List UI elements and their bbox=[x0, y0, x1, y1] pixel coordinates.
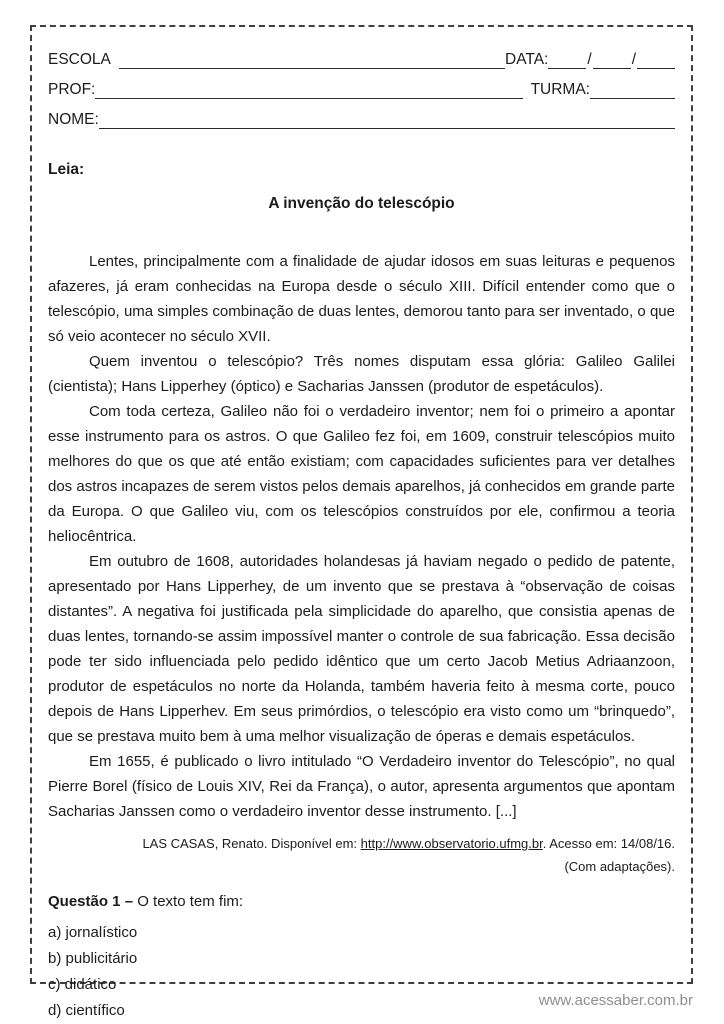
name-blank bbox=[99, 113, 675, 129]
date-day-blank bbox=[548, 53, 586, 69]
option-b: b) publicitário bbox=[48, 950, 138, 967]
site-url: www.acessaber.com.br bbox=[538, 992, 693, 1009]
paragraph-1: Lentes, principalmente com a finalidade de ajudar idosos em suas leituras e pequenos afazeres, já eram conhecidas na Europa desde o século XIII. Difícil entender como que o telescópio, uma simples combinação de duas lentes, demorou tanto para ser inventado, o que só veio acontecer no século XVII. bbox=[48, 253, 675, 345]
reading-text bbox=[48, 249, 675, 824]
text-title: A invenção do telescópio bbox=[268, 195, 455, 212]
prof-class-row bbox=[48, 77, 675, 99]
date-label: DATA: bbox=[505, 51, 549, 68]
class-label: TURMA: bbox=[530, 81, 590, 98]
date-separator-1: / bbox=[587, 51, 592, 68]
date-year-blank bbox=[637, 53, 675, 69]
prof-label: PROF: bbox=[48, 81, 96, 98]
paragraph-3: Com toda certeza, Galileo não foi o verdadeiro inventor; nem foi o primeiro a apontar esse instrumento para os astros. O que Galileo fez foi, em 1609, construir telescópios muito melhores do que os que até então existiam; com capacidades suficientes para ver detalhes dos astros incapazes de serem vistos pelos demais aparelhos, já conhecidos em grande parte da Europa. O que Galileo viu, com os telescópios construídos por ele, confirmou a teoria heliocêntrica. bbox=[48, 403, 676, 545]
citation-prefix: LAS CASAS, Renato. Disponível em: bbox=[142, 836, 361, 851]
option-d: d) científico bbox=[48, 1002, 125, 1019]
paragraph-4: Em outubro de 1608, autoridades holandesas já haviam negado o pedido de patente, apresentado por Hans Lipperhey, de um invento que se prestava à “observação de coisas distantes”. A negativa foi justificada pela simplicidade do aparelho, que consistia apenas de duas lentes, tornando-se assim impossível manter o controle de sua fabricação. Essa decisão pode ter sido influenciada pelo pedido idêntico que um certo Jacob Metius Adriaanzoon, produtor de espetáculos no norte da Holanda, também haveria feito à mesma corte, pouco depois de Hans Lipperhev. Em seus primórdios, o telescópio era visto como um “brinquedo”, que se prestava muito bem à uma melhor visualização de óperas e demais espetáculos. bbox=[48, 553, 675, 745]
date-separator-2: / bbox=[631, 51, 636, 68]
question-1-label: Questão 1 – bbox=[48, 893, 134, 910]
read-instruction: Leia: bbox=[48, 161, 85, 178]
paragraph-2: Quem inventou o telescópio? Três nomes disputam essa glória: Galileo Galilei (cientista); Hans Lipperhey (óptico) e Sacharias Janssen (produtor de espetáculos). bbox=[48, 353, 675, 395]
option-a: a) jornalístico bbox=[48, 924, 138, 941]
citation-url-link[interactable]: http://www.observatorio.ufmg.br bbox=[360, 836, 543, 851]
school-date-row bbox=[48, 47, 675, 69]
prof-blank bbox=[95, 83, 522, 99]
question-1-text: O texto tem fim: bbox=[133, 893, 244, 910]
source-citation bbox=[48, 832, 675, 878]
citation-adaptation-note: (Com adaptações). bbox=[564, 859, 675, 874]
name-row bbox=[48, 107, 675, 129]
citation-suffix: . Acesso em: 14/08/16. bbox=[542, 836, 675, 851]
school-blank bbox=[119, 53, 505, 69]
citation-line-1 bbox=[48, 832, 675, 855]
class-blank bbox=[590, 83, 675, 99]
option-c: c) didático bbox=[48, 976, 117, 993]
name-label: NOME: bbox=[48, 111, 99, 128]
date-month-blank bbox=[593, 53, 631, 69]
paragraph-5: Em 1655, é publicado o livro intitulado “O Verdadeiro inventor do Telescópio”, no qual Pierre Borel (físico de Louis XIV, Rei da França), o autor, apresenta argumentos que apontam Sacharias Janssen como o verdadeiro inventor desse instrumento. [...] bbox=[48, 753, 675, 820]
question-1-stem bbox=[48, 890, 675, 914]
school-label: ESCOLA bbox=[48, 51, 111, 68]
